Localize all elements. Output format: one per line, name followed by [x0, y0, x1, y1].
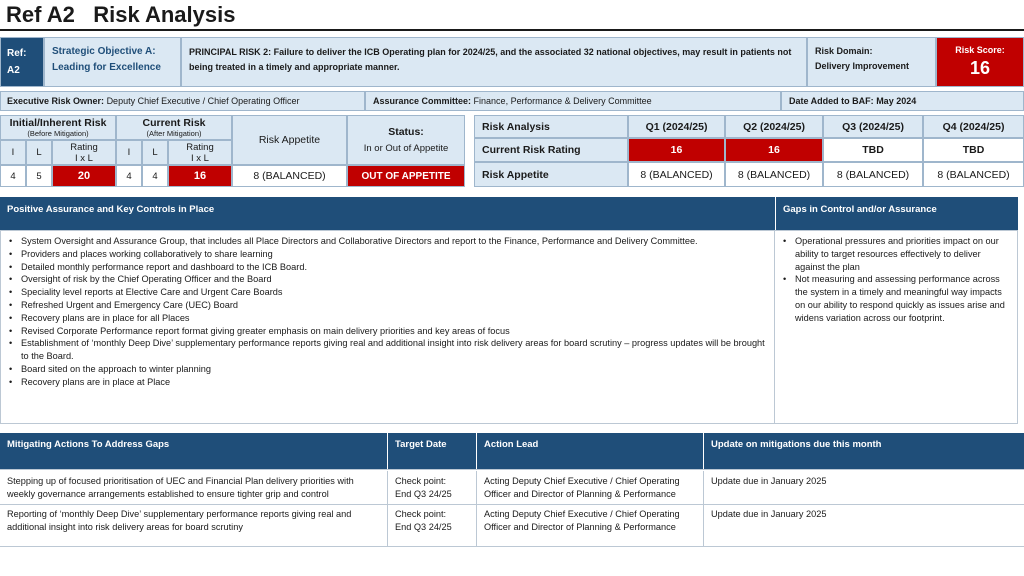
executive-risk-owner [0, 91, 365, 111]
status-value: OUT OF APPETITE [347, 165, 465, 187]
current-i-value: 4 [116, 165, 142, 187]
current-ixl-label: I x L [191, 152, 209, 164]
risk-score-label: Risk Score: [955, 45, 1005, 55]
current-l-value: 4 [142, 165, 168, 187]
controls-item: • Recovery plans are in place at Place [7, 376, 766, 389]
update-row-1: Update due in January 2025 [711, 476, 827, 486]
action-lead-row-2: Acting Deputy Chief Executive / Chief Operating Officer and Director of Planning & Performance [477, 504, 704, 546]
current-rating-q1: 16 [628, 138, 725, 162]
controls-item: • Revised Corporate Performance report format giving greater emphasis on main delivery priorities and key areas of focus [7, 325, 766, 338]
principal-risk: PRINCIPAL RISK 2: Failure to deliver the ICB Operating plan for 2024/25, and the associated 32 national objectives, may result in patients not being treated in a timely and appropriate manner. [181, 37, 807, 87]
current-l-header: L [142, 140, 168, 165]
initial-risk-label: Initial/Inherent Risk [9, 117, 107, 129]
current-rating-header [168, 140, 232, 165]
current-risk-sub: (After Mitigation) [146, 129, 202, 138]
risk-domain-value: Delivery Improvement [815, 61, 910, 71]
actions-rule-top [0, 469, 1024, 470]
current-risk-header [116, 115, 232, 140]
initial-rating-value: 20 [52, 165, 116, 187]
title-heading: Risk Analysis [93, 2, 236, 27]
current-rating-q3: TBD [823, 138, 923, 162]
initial-ixl-label: I x L [75, 152, 93, 164]
gaps-list [775, 230, 1018, 424]
risk-analysis-header: Risk Analysis [474, 115, 628, 138]
ref-box [0, 37, 44, 87]
controls-item: • Recovery plans are in place for all Places [7, 312, 766, 325]
action-lead-header: Action Lead [477, 433, 704, 469]
target-date-row-1 [388, 471, 477, 504]
status-sub: In or Out of Appetite [363, 143, 449, 154]
ref-value: A2 [7, 65, 20, 76]
quarter-q3: Q3 (2024/25) [823, 115, 923, 138]
initial-rating-label: Rating [70, 141, 98, 153]
ref-label: Ref: [7, 48, 27, 59]
current-i-header: I [116, 140, 142, 165]
strategic-objective: Strategic Objective A: Leading for Excellence [44, 37, 181, 87]
update-row-2: Update due in January 2025 [711, 509, 827, 519]
risk-appetite-value: 8 (BALANCED) [232, 165, 347, 187]
initial-l-header: L [26, 140, 52, 165]
date-label: Date Added to BAF: [789, 96, 874, 106]
current-rating-q4: TBD [923, 138, 1024, 162]
gaps-header: Gaps in Control and/or Assurance [775, 197, 1018, 230]
action-row-2: Reporting of ‘monthly Deep Dive’ supplementary performance reports giving real and additional insight into risk delivery areas for board scrutiny [0, 504, 388, 546]
controls-item: • Detailed monthly performance report and dashboard to the ICB Board. [7, 261, 766, 274]
controls-item: • Speciality level reports at Elective Care and Urgent Care Boards [7, 286, 766, 299]
actions-rule-bottom [0, 546, 1024, 547]
date-value: May 2024 [876, 96, 917, 106]
risk-appetite-row-label: Risk Appetite [474, 162, 628, 187]
page-title [6, 2, 235, 28]
controls-header: Positive Assurance and Key Controls in Place [0, 197, 775, 230]
controls-item: • Oversight of risk by the Chief Operating Officer and the Board [7, 273, 766, 286]
initial-i-value: 4 [0, 165, 26, 187]
current-rating-q2: 16 [725, 138, 823, 162]
status-label: Status: [388, 126, 424, 138]
appetite-q4: 8 (BALANCED) [923, 162, 1024, 187]
actions-header: Mitigating Actions To Address Gaps [0, 433, 388, 469]
controls-list [0, 230, 775, 424]
initial-l-value: 5 [26, 165, 52, 187]
target-date-row-2 [388, 504, 477, 546]
target-date-row-2-line2: End Q3 24/25 [395, 522, 452, 532]
owner-value: Deputy Chief Executive / Chief Operating Officer [106, 96, 300, 106]
appetite-q2: 8 (BALANCED) [725, 162, 823, 187]
controls-item: • Board sited on the approach to winter planning [7, 363, 766, 376]
initial-risk-header [0, 115, 116, 140]
assurance-committee [365, 91, 781, 111]
current-rating-label: Rating [186, 141, 214, 153]
target-date-row-1-line2: End Q3 24/25 [395, 489, 452, 499]
appetite-q1: 8 (BALANCED) [628, 162, 725, 187]
owner-label: Executive Risk Owner: [7, 96, 105, 106]
risk-domain-label: Risk Domain: [815, 46, 873, 56]
controls-item: • Establishment of ‘monthly Deep Dive’ supplementary performance reports giving real and additional insight into risk delivery areas for board scrutiny – progress updates will be brought to the Board. [7, 337, 766, 363]
controls-item: • System Oversight and Assurance Group, that includes all Place Directors and Collaborative Directors and report to the Finance, Performance and Delivery Committee. [7, 235, 766, 248]
status-header [347, 115, 465, 165]
target-date-row-2-line1: Check point: [395, 509, 447, 519]
current-risk-rating-label: Current Risk Rating [474, 138, 628, 162]
update-header: Update on mitigations due this month [704, 433, 1024, 469]
gaps-item: • Not measuring and assessing performance across the system in a timely and meaningful way impacts on our ability to respond quickly as issues arise and widens variation across our footprint. [781, 273, 1009, 324]
risk-score-value: 16 [969, 58, 991, 78]
committee-value: Finance, Performance & Delivery Committee [473, 96, 652, 106]
current-rating-value: 16 [168, 165, 232, 187]
action-row-1: Stepping up of focused prioritisation of UEC and Financial Plan delivery priorities with weekly governance arrangements established to ensure tighter grip and control [0, 471, 388, 504]
committee-label: Assurance Committee: [373, 96, 472, 106]
risk-score [936, 37, 1024, 87]
target-date-header: Target Date [388, 433, 477, 469]
controls-item: • Refreshed Urgent and Emergency Care (UEC) Board [7, 299, 766, 312]
title-rule [0, 29, 1024, 31]
initial-rating-header [52, 140, 116, 165]
target-date-row-1-line1: Check point: [395, 476, 447, 486]
quarter-q2: Q2 (2024/25) [725, 115, 823, 138]
risk-domain [807, 37, 936, 87]
risk-appetite-header: Risk Appetite [232, 115, 347, 165]
initial-risk-sub: (Before Mitigation) [27, 129, 89, 138]
gaps-item: • Operational pressures and priorities impact on our ability to target resources effectively to deliver against the plan [781, 235, 1009, 273]
date-added [781, 91, 1024, 111]
quarter-q4: Q4 (2024/25) [923, 115, 1024, 138]
initial-i-header: I [0, 140, 26, 165]
action-lead-row-1: Acting Deputy Chief Executive / Chief Operating Officer and Director of Planning & Performance [477, 471, 704, 504]
controls-item: • Providers and places working collaboratively to share learning [7, 248, 766, 261]
current-risk-label: Current Risk [142, 117, 206, 129]
appetite-q3: 8 (BALANCED) [823, 162, 923, 187]
quarter-q1: Q1 (2024/25) [628, 115, 725, 138]
ref-heading: Ref A2 [6, 2, 75, 27]
